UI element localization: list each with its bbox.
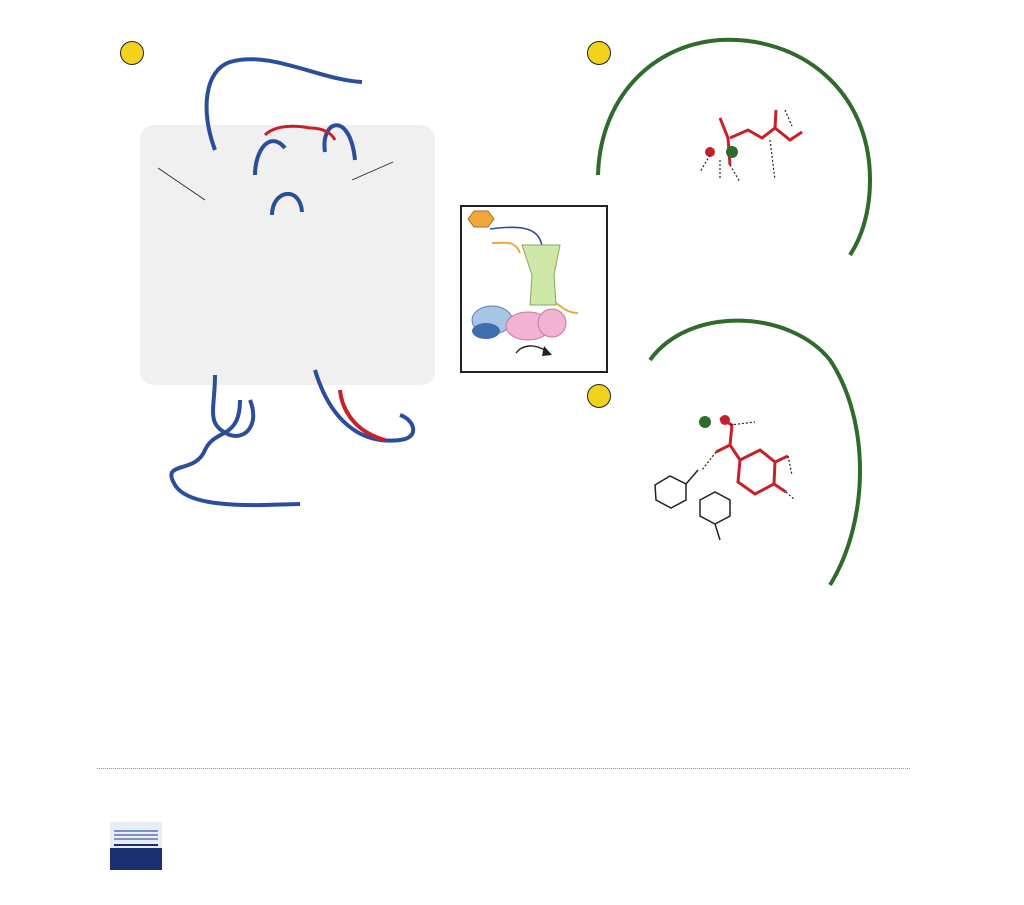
publisher-logo [110, 822, 162, 870]
ligand-hexagon [468, 211, 494, 227]
book-icon [114, 828, 158, 846]
b-positive-charge [726, 146, 738, 158]
panel-a-diagram [0, 0, 440, 530]
alpha-right [538, 309, 566, 337]
c-negative-charge [720, 415, 730, 425]
panel-c-diagram [570, 300, 890, 600]
intracellular-loop-i4 [171, 400, 300, 505]
membrane-background [140, 125, 435, 385]
b-hydrogen-bonds [700, 110, 792, 182]
c-phenyl-rings [655, 470, 730, 540]
g-protein-interaction-domain [340, 390, 385, 440]
c-positive-charge [699, 416, 711, 428]
caption-divider [97, 768, 910, 769]
noradrenaline-molecule [716, 418, 788, 494]
gamma-subunit [472, 323, 500, 339]
panel-b-diagram [570, 10, 890, 290]
